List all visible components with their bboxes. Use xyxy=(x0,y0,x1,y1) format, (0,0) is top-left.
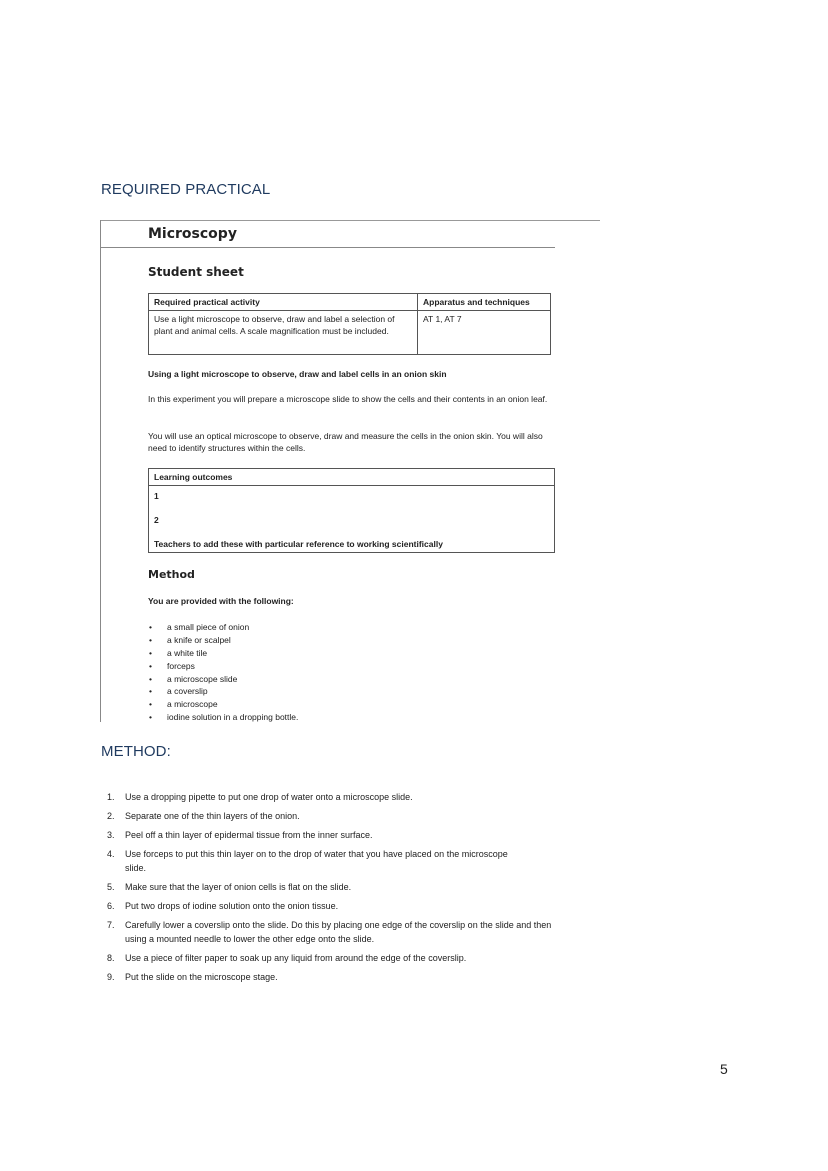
material-item: • iodine solution in a dropping bottle. xyxy=(149,711,298,724)
method-step: 5. Make sure that the layer of onion cells is flat on the slide. xyxy=(107,882,352,892)
outcomes-body xyxy=(149,486,555,553)
sheet-title: Microscopy xyxy=(148,226,237,242)
outcomes-header: Learning outcomes xyxy=(149,469,555,486)
outcome-item: 2 xyxy=(154,515,159,525)
embedded-sheet-border-top xyxy=(100,220,600,221)
material-item: • a coverslip xyxy=(149,685,298,698)
learning-outcomes-table xyxy=(148,468,555,553)
apparatus-header: Apparatus and techniques xyxy=(418,294,551,311)
experiment-heading: Using a light microscope to observe, draw and label cells in an onion skin xyxy=(148,369,447,379)
activity-cell: Use a light microscope to observe, draw and label a selection of plant and animal cells. A scale magnification must be included. xyxy=(149,311,418,355)
material-item: • a knife or scalpel xyxy=(149,634,298,647)
method-step: 4. Use forceps to put this thin layer on to the drop of water that you have placed on the microscope slide. xyxy=(107,849,508,873)
material-item: • forceps xyxy=(149,660,298,673)
material-item: • a white tile xyxy=(149,647,298,660)
method-step: 2. Separate one of the thin layers of the onion. xyxy=(107,811,300,821)
provided-label: You are provided with the following: xyxy=(148,596,294,606)
intro-paragraph: In this experiment you will prepare a microscope slide to show the cells and their contents in an onion leaf. xyxy=(148,394,548,404)
materials-list xyxy=(149,621,298,724)
method-steps xyxy=(107,790,552,984)
page-number: 5 xyxy=(720,1061,728,1077)
objective-paragraph: You will use an optical microscope to observe, draw and measure the cells in the onion skin. You will also need to identify structures within the cells. xyxy=(148,431,543,453)
activity-header: Required practical activity xyxy=(149,294,418,311)
method-step: 6. Put two drops of iodine solution onto the onion tissue. xyxy=(107,901,339,911)
method-heading: Method xyxy=(148,568,195,581)
sheet-subtitle: Student sheet xyxy=(148,265,244,279)
activity-table xyxy=(148,293,551,355)
apparatus-cell: AT 1, AT 7 xyxy=(418,311,551,355)
method-title: METHOD: xyxy=(101,743,171,760)
embedded-sheet-border-left xyxy=(100,220,101,722)
method-step: 7. Carefully lower a coverslip onto the slide. Do this by placing one edge of the coverslip on the slide and then using a mounted needle to lower the other edge onto the slide. xyxy=(107,920,552,944)
section-title: REQUIRED PRACTICAL xyxy=(101,181,271,198)
method-step: 8. Use a piece of filter paper to soak up any liquid from around the edge of the coverslip. xyxy=(107,953,467,963)
material-item: • a small piece of onion xyxy=(149,621,298,634)
method-step: 1. Use a dropping pipette to put one drop of water onto a microscope slide. xyxy=(107,792,413,802)
method-step: 9. Put the slide on the microscope stage. xyxy=(107,972,278,982)
material-item: • a microscope slide xyxy=(149,673,298,686)
outcome-item: 1 xyxy=(154,491,159,501)
method-step: 3. Peel off a thin layer of epidermal tissue from the inner surface. xyxy=(107,830,373,840)
outcomes-note: Teachers to add these with particular reference to working scientifically xyxy=(154,539,443,549)
title-divider xyxy=(100,247,555,248)
material-item: • a microscope xyxy=(149,698,298,711)
